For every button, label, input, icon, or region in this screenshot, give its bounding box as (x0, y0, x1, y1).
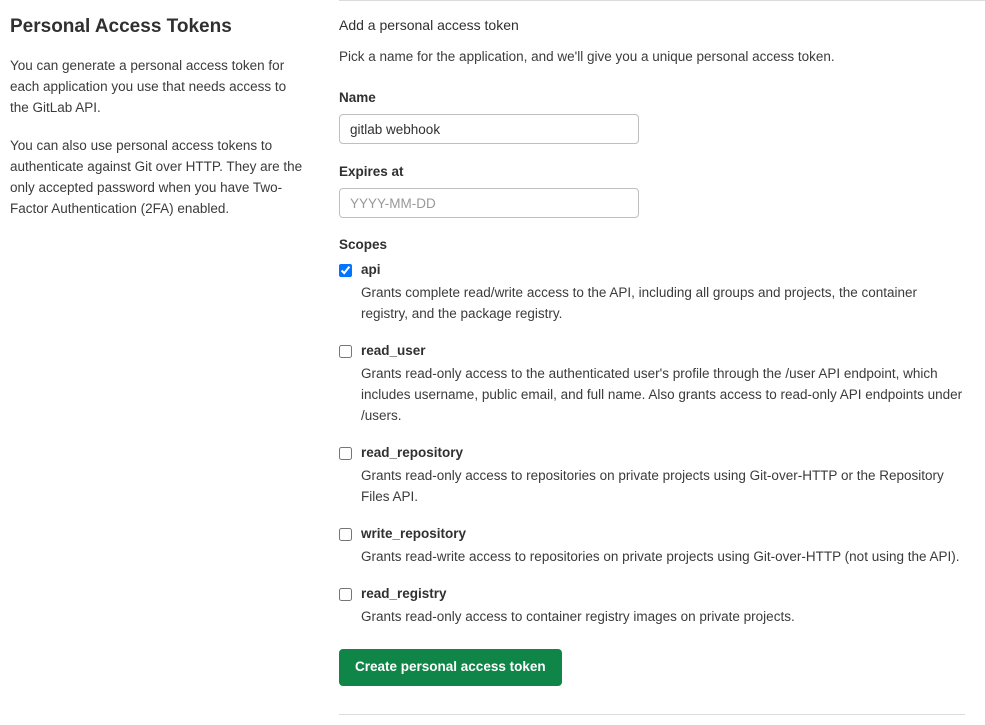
scope-checkbox-read-user[interactable] (339, 345, 352, 358)
expires-field-group (339, 163, 965, 218)
scope-name-write-repository: write_repository (361, 526, 467, 541)
scope-item-write-repository (339, 525, 965, 567)
add-token-form (339, 1, 985, 715)
scope-item-read-user (339, 342, 965, 426)
scope-description-read-user: Grants read-only access to the authenticated user's profile through the /user API endpoint, which includes username, public email, and full name. Also grants access to read-only API endpoints under /users. (361, 366, 963, 423)
name-input[interactable] (339, 114, 639, 144)
scopes-label: Scopes (339, 237, 388, 252)
scope-description-read-repository: Grants read-only access to repositories on private projects using Git-over-HTTP or the Repository Files API. (361, 468, 944, 504)
scope-name-api: api (361, 262, 381, 277)
form-title: Add a personal access token (339, 17, 519, 33)
scope-item-read-repository (339, 444, 965, 507)
scope-checkbox-read-repository[interactable] (339, 447, 352, 460)
scope-item-api (339, 261, 965, 324)
expires-at-label: Expires at (339, 164, 404, 179)
scope-description-read-registry: Grants read-only access to container registry images on private projects. (361, 609, 795, 624)
scope-name-read-repository: read_repository (361, 445, 464, 460)
name-label: Name (339, 90, 376, 105)
top-divider (339, 0, 985, 1)
intro-paragraph-2: You can also use personal access tokens to authenticate against Git over HTTP. They are the only accepted password when you have Two-Factor Authentication (2FA) enabled. (10, 138, 303, 216)
scope-description-api: Grants complete read/write access to the API, including all groups and projects, the container registry, and the package registry. (361, 285, 918, 321)
scope-name-read-registry: read_registry (361, 586, 447, 601)
intro-panel (0, 1, 339, 236)
create-personal-access-token-button[interactable]: Create personal access token (339, 649, 562, 686)
expires-at-input[interactable] (339, 188, 639, 218)
scope-item-read-registry (339, 585, 965, 627)
page-layout (0, 1, 985, 715)
scope-checkbox-write-repository[interactable] (339, 528, 352, 541)
page-title: Personal Access Tokens (10, 16, 232, 37)
scope-checkbox-api[interactable] (339, 264, 352, 277)
scope-name-read-user: read_user (361, 343, 426, 358)
form-description: Pick a name for the application, and we'll give you a unique personal access token. (339, 49, 835, 64)
intro-paragraph-1: You can generate a personal access token for each application you use that needs access to the GitLab API. (10, 58, 287, 115)
bottom-divider (339, 714, 965, 715)
name-field-group (339, 89, 965, 144)
scope-description-write-repository: Grants read-write access to repositories on private projects using Git-over-HTTP (not using the API). (361, 549, 960, 564)
scope-checkbox-read-registry[interactable] (339, 588, 352, 601)
